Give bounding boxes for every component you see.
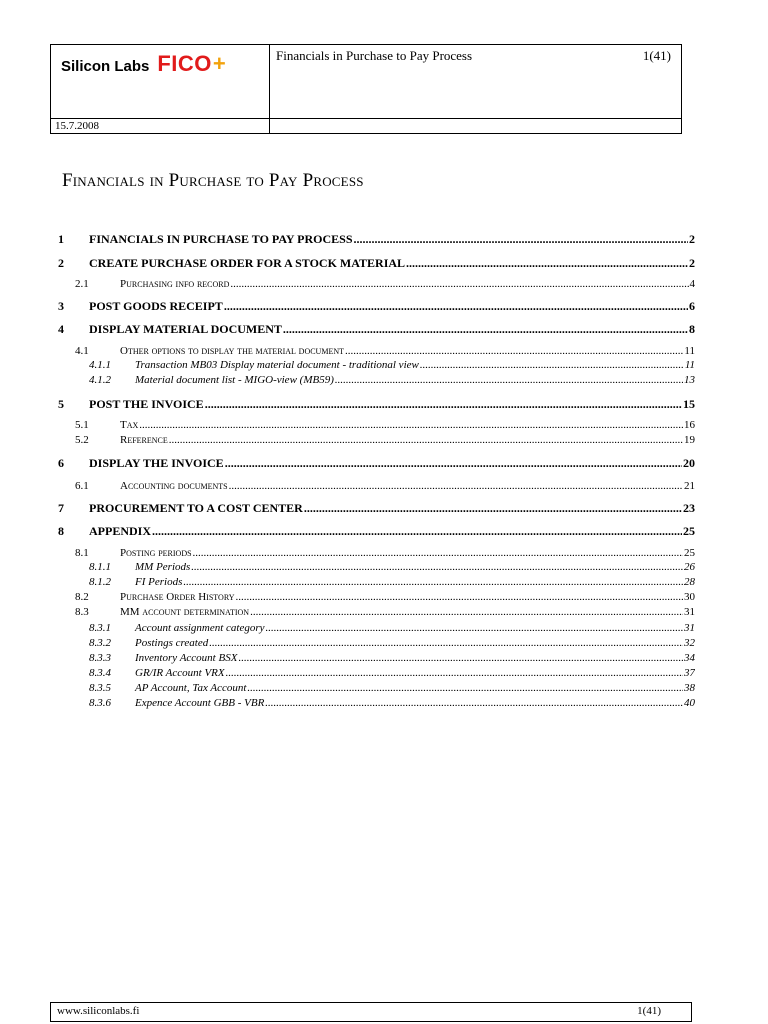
toc-title: POST GOODS RECEIPT <box>89 299 223 313</box>
toc-entry[interactable] <box>58 232 695 247</box>
toc-number: 4 <box>58 322 64 336</box>
toc-leader <box>205 397 682 412</box>
toc-title: Material document list - MIGO-view (MB59) <box>135 374 334 386</box>
toc-page-number: 19 <box>684 434 695 446</box>
toc-leader <box>247 682 683 694</box>
toc-leader <box>335 374 683 386</box>
toc-title: Transaction MB03 Display material document - traditional view <box>135 359 419 371</box>
toc-page-number: 11 <box>684 345 695 357</box>
toc-title: Reference <box>120 434 168 446</box>
toc-leader <box>191 561 683 573</box>
logo-company-name: Silicon Labs <box>61 58 150 75</box>
toc-number: 8.3.4 <box>89 667 111 679</box>
toc-page-number: 37 <box>684 667 695 679</box>
toc-leader <box>183 576 683 588</box>
toc-leader <box>226 667 683 679</box>
toc-page-number: 26 <box>684 561 695 573</box>
toc-title: Other options to display the material document <box>120 345 345 357</box>
toc-number: 1 <box>58 232 64 246</box>
toc-number: 8.3.5 <box>89 682 111 694</box>
toc-page-number: 15 <box>683 397 695 411</box>
toc-number: 2.1 <box>75 278 89 290</box>
toc-leader <box>304 501 682 516</box>
toc-leader <box>230 278 688 290</box>
toc-page-number: 21 <box>684 480 695 492</box>
toc-entry[interactable] <box>58 322 695 337</box>
footer-page-number: 1(41) <box>637 1005 661 1017</box>
toc-leader <box>139 419 683 431</box>
toc-title: CREATE PURCHASE ORDER FOR A STOCK MATERIAL <box>89 256 406 270</box>
toc-entry[interactable] <box>89 561 695 573</box>
toc-entry[interactable] <box>58 456 695 471</box>
toc-number: 5 <box>58 397 64 411</box>
toc-page-number: 4 <box>689 278 695 290</box>
toc-title: Purchasing info record <box>120 278 230 290</box>
toc-page-number: 38 <box>684 682 695 694</box>
toc-entry[interactable] <box>58 524 695 539</box>
toc-page-number: 11 <box>684 359 695 371</box>
toc-number: 6 <box>58 456 64 470</box>
toc-entry[interactable] <box>58 501 695 516</box>
toc-page-number: 6 <box>689 299 695 313</box>
toc-number: 4.1.2 <box>89 374 111 386</box>
toc-title: Purchase Order History <box>120 591 235 603</box>
toc-leader <box>224 299 688 314</box>
toc-title: APPENDIX <box>89 524 151 538</box>
toc-leader <box>229 480 683 492</box>
toc-number: 8.1.1 <box>89 561 111 573</box>
toc-title: AP Account, Tax Account <box>135 682 247 694</box>
toc-number: 8.1 <box>75 547 89 559</box>
toc-title: FINANCIALS IN PURCHASE TO PAY PROCESS <box>89 232 353 246</box>
header-page-number: 1(41) <box>642 48 671 63</box>
toc-number: 5.2 <box>75 434 89 446</box>
toc-title: DISPLAY THE INVOICE <box>89 456 224 470</box>
toc-number: 6.1 <box>75 480 89 492</box>
toc-leader <box>169 434 683 446</box>
toc-page-number: 28 <box>684 576 695 588</box>
toc-title: FI Periods <box>135 576 183 588</box>
toc-entry[interactable] <box>89 652 695 664</box>
toc-title: GR/IR Account VRX <box>135 667 225 679</box>
toc-entry[interactable] <box>75 434 695 446</box>
toc-entry[interactable] <box>75 480 695 492</box>
toc-entry[interactable] <box>75 278 695 290</box>
toc-title: MM account determination <box>120 606 250 618</box>
toc-leader <box>420 359 684 371</box>
toc-title: Inventory Account BSX <box>135 652 238 664</box>
toc-leader <box>238 652 683 664</box>
toc-page-number: 23 <box>683 501 695 515</box>
toc-title: Accounting documents <box>120 480 228 492</box>
header-document-title: Financials in Purchase to Pay Process <box>276 48 473 63</box>
page-footer <box>50 1002 692 1022</box>
toc-entry[interactable] <box>89 682 695 694</box>
toc-title: DISPLAY MATERIAL DOCUMENT <box>89 322 282 336</box>
toc-number: 8.3.6 <box>89 697 111 709</box>
document-title: Financials in Purchase to Pay Process <box>62 170 364 191</box>
toc-number: 4.1.1 <box>89 359 111 371</box>
toc-number: 5.1 <box>75 419 89 431</box>
toc-number: 8.2 <box>75 591 89 603</box>
toc-entry[interactable] <box>89 667 695 679</box>
toc-page-number: 34 <box>684 652 695 664</box>
toc-entry[interactable] <box>75 419 695 431</box>
toc-entry[interactable] <box>58 397 695 412</box>
toc-page-number: 31 <box>684 606 695 618</box>
toc-entry[interactable] <box>89 622 695 634</box>
toc-page-number: 32 <box>684 637 695 649</box>
toc-page-number: 31 <box>684 622 695 634</box>
toc-title: MM Periods <box>135 561 191 573</box>
toc-leader <box>236 591 684 603</box>
toc-leader <box>406 256 688 271</box>
toc-number: 4.1 <box>75 345 89 357</box>
logo-plus-icon: + <box>212 51 226 76</box>
toc-title: Postings created <box>135 637 209 649</box>
toc-page-number: 8 <box>689 322 695 336</box>
toc-entry[interactable] <box>58 256 695 271</box>
logo-brand-name: FICO <box>157 51 212 76</box>
toc-leader <box>152 524 682 539</box>
toc-number: 8.3.1 <box>89 622 111 634</box>
toc-title: Expence Account GBB - VBR <box>135 697 265 709</box>
toc-leader <box>345 345 683 357</box>
toc-entry[interactable] <box>89 576 695 588</box>
toc-page-number: 40 <box>684 697 695 709</box>
toc-entry[interactable] <box>75 606 695 618</box>
toc-number: 8 <box>58 524 64 538</box>
toc-number: 8.3.3 <box>89 652 111 664</box>
footer-website-link[interactable]: www.siliconlabs.fi <box>57 1005 140 1017</box>
toc-title: POST THE INVOICE <box>89 397 204 411</box>
toc-entry[interactable] <box>75 591 695 603</box>
toc-number: 8.1.2 <box>89 576 111 588</box>
toc-number: 8.3 <box>75 606 89 618</box>
toc-entry[interactable] <box>75 547 695 559</box>
toc-page-number: 20 <box>683 456 695 470</box>
toc-title: Posting periods <box>120 547 192 559</box>
toc-page-number: 30 <box>684 591 695 603</box>
toc-title: Tax <box>120 419 139 431</box>
toc-number: 7 <box>58 501 64 515</box>
toc-leader <box>193 547 683 559</box>
toc-leader <box>266 622 683 634</box>
toc-number: 8.3.2 <box>89 637 111 649</box>
toc-entry[interactable] <box>89 637 695 649</box>
toc-page-number: 2 <box>689 256 695 270</box>
toc-leader <box>209 637 683 649</box>
toc-page-number: 25 <box>684 547 695 559</box>
toc-number: 3 <box>58 299 64 313</box>
toc-number: 2 <box>58 256 64 270</box>
header-date: 15.7.2008 <box>55 120 99 132</box>
toc-entry[interactable] <box>75 345 695 357</box>
toc-entry[interactable] <box>89 359 695 371</box>
toc-title: Account assignment category <box>135 622 265 634</box>
toc-leader <box>354 232 689 247</box>
toc-page-number: 16 <box>684 419 695 431</box>
toc-page-number: 2 <box>689 232 695 246</box>
toc-leader <box>225 456 682 471</box>
toc-title: PROCUREMENT TO A COST CENTER <box>89 501 303 515</box>
toc-entry[interactable] <box>89 697 695 709</box>
toc-page-number: 25 <box>683 524 695 538</box>
toc-page-number: 13 <box>684 374 695 386</box>
toc-leader <box>265 697 683 709</box>
toc-entry[interactable] <box>89 374 695 386</box>
toc-leader <box>250 606 683 618</box>
toc-entry[interactable] <box>58 299 695 314</box>
toc-leader <box>283 322 688 337</box>
